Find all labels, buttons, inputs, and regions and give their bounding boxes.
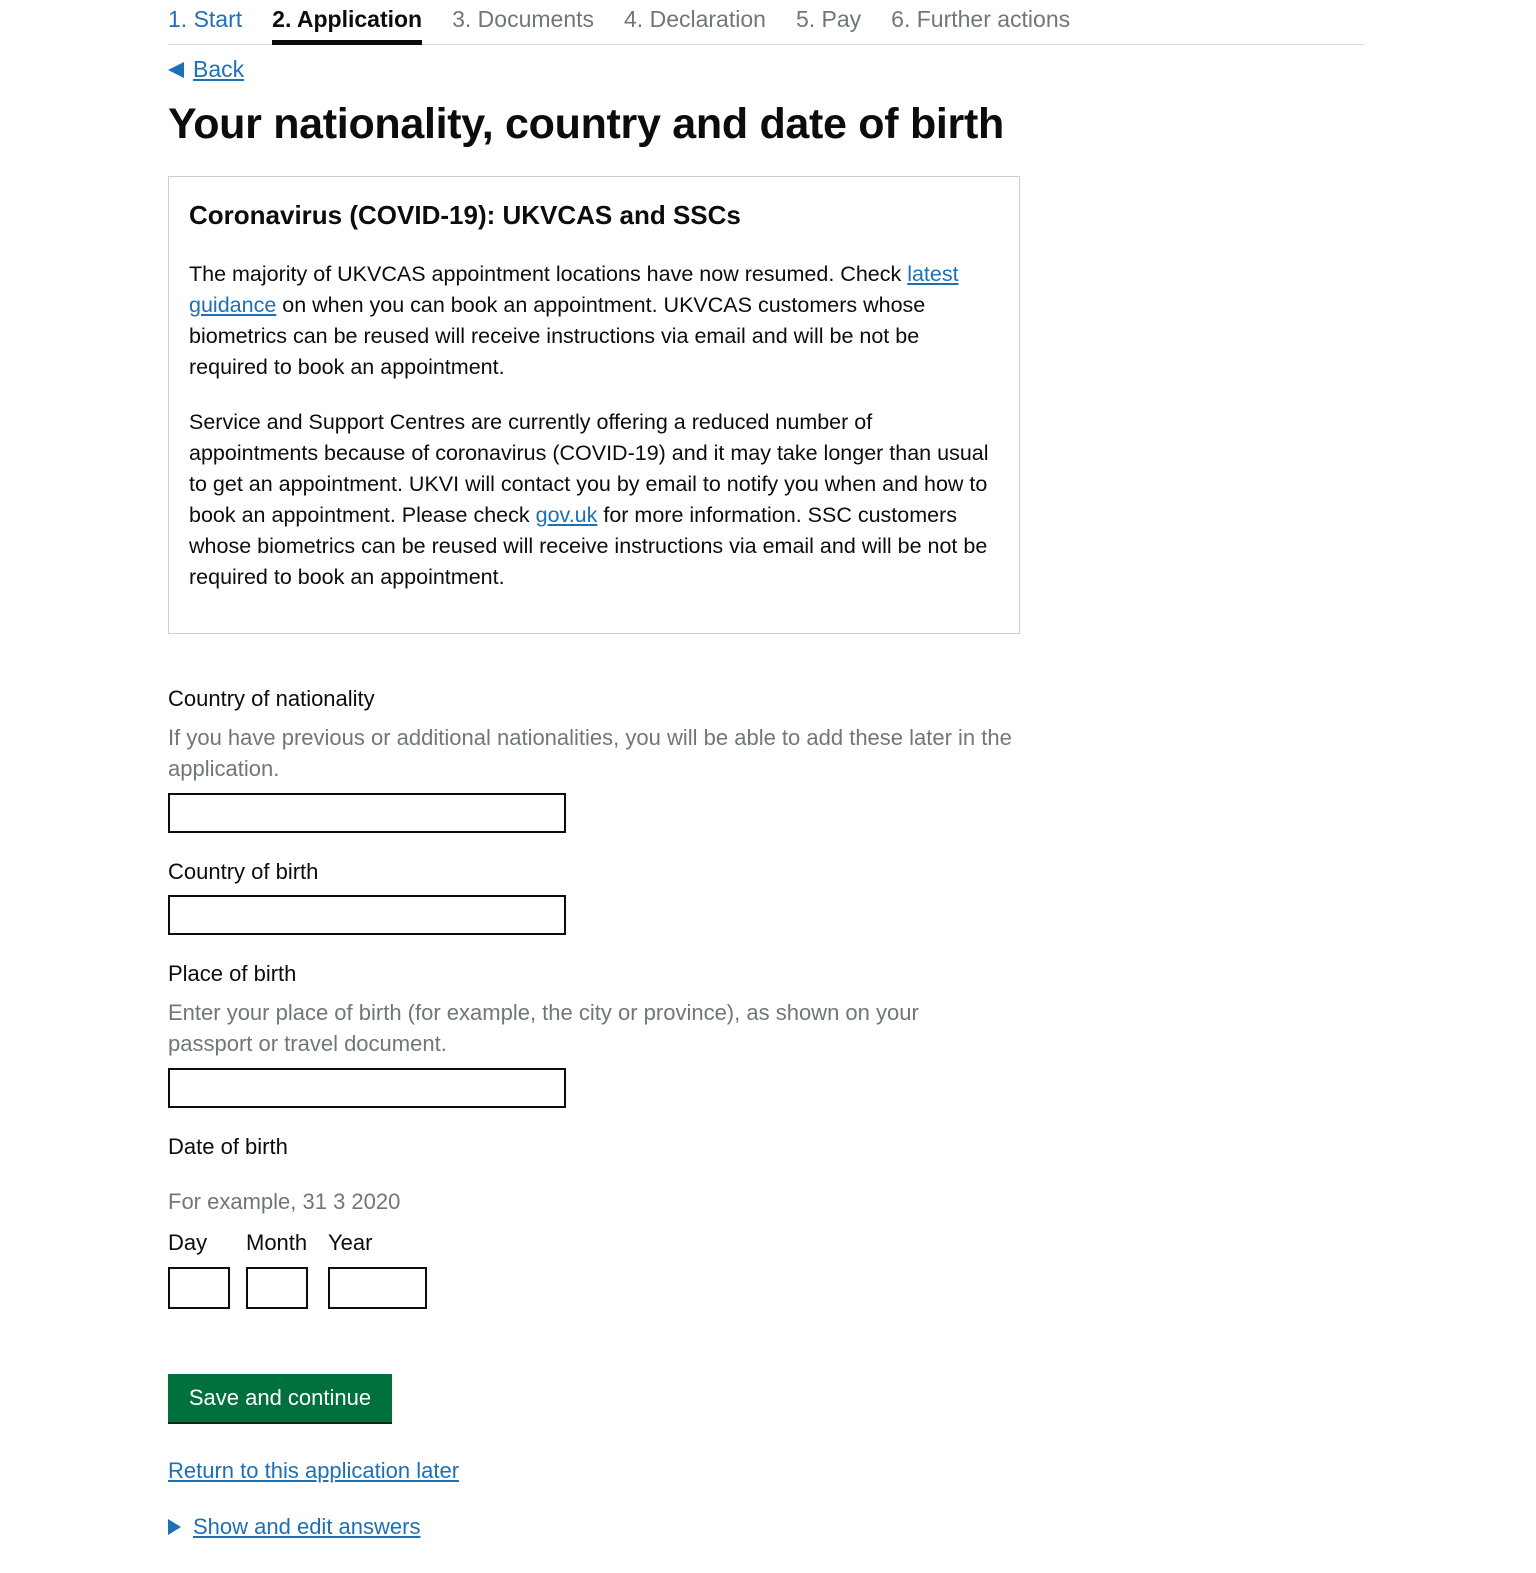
step-navigation [168,0,1364,45]
main-container [168,0,1364,1539]
dob-hint: For example, 31 3 2020 [168,1189,401,1214]
back-link-label: Back [193,56,245,82]
step-application: 2. Application [272,0,422,45]
step-documents: 3. Documents [452,6,595,32]
notice-heading: Coronavirus (COVID-19): UKVCAS and SSCs [189,200,741,230]
nationality-hint: If you have previous or additional nationalities, you will be able to add these later in the application. [168,725,1012,781]
birth-country-input[interactable] [168,895,566,935]
notice-p1-text: The majority of UKVCAS appointment locations have now resumed. Check [189,262,908,286]
notice-paragraph-2 [189,407,999,593]
save-and-continue-button[interactable]: Save and continue [168,1374,392,1422]
latest-guidance-link[interactable]: latest guidance [189,262,959,317]
birth-place-hint: Enter your place of birth (for example, the city or province), as shown on your passport or travel document. [168,1000,919,1056]
birth-place-input[interactable] [168,1068,566,1108]
dob-label: Date of birth [168,1134,288,1159]
birth-place-label: Place of birth [168,961,297,986]
page-title: Your nationality, country and date of birth [168,100,1004,148]
notice-p1-text-end: on when you can book an appointment. UKVCAS customers whose biometrics can be reused will receive instructions via email and will be not be required to book an appointment. [189,293,926,379]
step-further-actions: 6. Further actions [891,6,1071,32]
birth-country-label: Country of birth [168,859,319,884]
step-declaration: 4. Declaration [624,6,766,32]
nationality-label: Country of nationality [168,686,375,711]
return-later-link[interactable]: Return to this application later [168,1458,460,1483]
month-input[interactable] [246,1267,308,1309]
day-label: Day [168,1230,208,1255]
gov-uk-link[interactable]: gov.uk [535,503,598,527]
notice-p2-text-end: for more information. SSC customers whose biometrics can be reused will receive instructions via email and will be not be required to book an appointment. [189,503,988,589]
step-pay: 5. Pay [795,6,862,32]
year-input[interactable] [328,1267,427,1309]
step-start[interactable]: 1. Start [168,6,243,32]
year-label: Year [328,1230,373,1255]
nationality-input[interactable] [168,793,566,833]
notice-paragraph-1 [189,259,999,383]
notice-p2-text: Service and Support Centres are currently offering a reduced number of appointments because of coronavirus (COVID-19) and it may take longer than usual to get an appointment. UKVI will contact you by email to notify you when and how to book an appointment. Please check [189,410,989,527]
expand-arrow-icon [168,1519,181,1535]
show-edit-answers-label: Show and edit answers [193,1514,421,1539]
month-label: Month [246,1230,308,1255]
show-edit-answers-toggle[interactable] [168,1514,420,1540]
back-arrow-icon [168,62,184,78]
back-link[interactable] [168,56,244,83]
covid-notice [168,176,1020,634]
day-input[interactable] [168,1267,230,1309]
